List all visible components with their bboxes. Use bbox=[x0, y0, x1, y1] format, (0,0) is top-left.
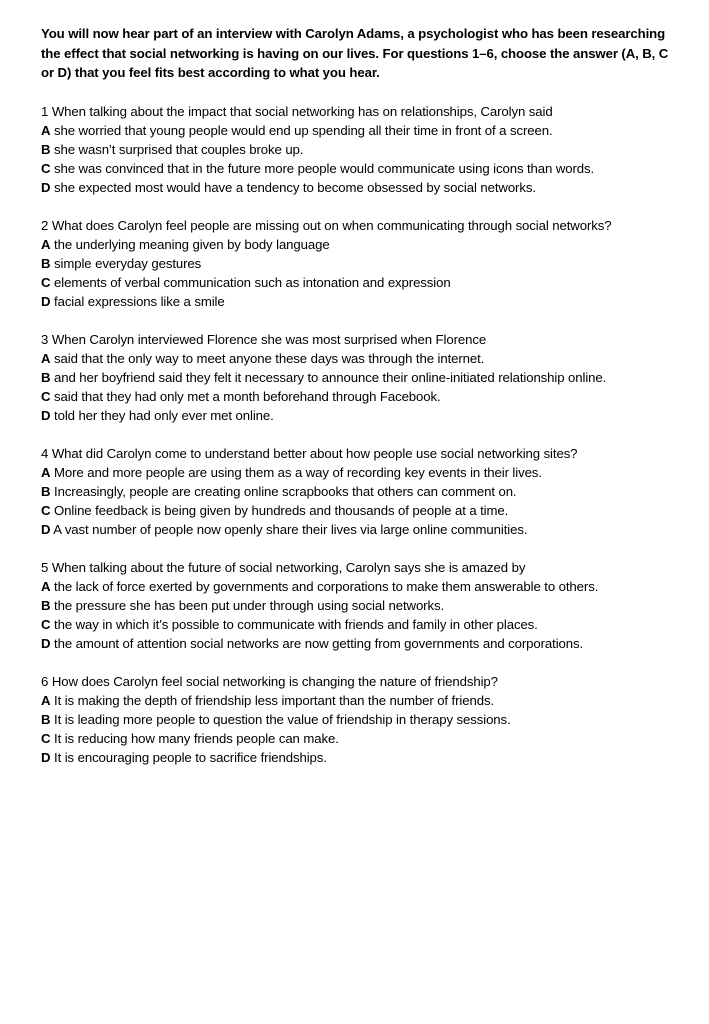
question-text: What does Carolyn feel people are missing out on when communicating through social networks? bbox=[51, 217, 612, 233]
option-text: It is making the depth of friendship less important than the number of friends. bbox=[54, 692, 495, 708]
question-stem bbox=[41, 102, 679, 121]
question-number: 1 bbox=[41, 103, 49, 119]
option-letter: B bbox=[41, 369, 51, 385]
option-letter: D bbox=[41, 407, 51, 423]
answer-option bbox=[41, 140, 679, 159]
question-block bbox=[41, 672, 679, 767]
question-block bbox=[41, 558, 679, 653]
option-text: More and more people are using them as a way of recording key events in their lives. bbox=[54, 464, 542, 480]
option-text: Online feedback is being given by hundreds and thousands of people at a time. bbox=[54, 502, 509, 518]
question-stem bbox=[41, 330, 679, 349]
question-number: 4 bbox=[41, 445, 49, 461]
option-text: the way in which it’s possible to communicate with friends and family in other places. bbox=[54, 616, 538, 632]
option-text: the lack of force exerted by governments and corporations to make them answerable to others. bbox=[54, 578, 599, 594]
question-text: When Carolyn interviewed Florence she was most surprised when Florence bbox=[51, 331, 487, 347]
option-text: Increasingly, people are creating online scrapbooks that others can comment on. bbox=[54, 483, 517, 499]
question-stem bbox=[41, 558, 679, 577]
answer-option bbox=[41, 634, 679, 653]
answer-option bbox=[41, 463, 679, 482]
answer-option bbox=[41, 254, 679, 273]
option-text: the underlying meaning given by body language bbox=[54, 236, 330, 252]
option-text: told her they had only ever met online. bbox=[54, 407, 274, 423]
option-text: said that the only way to meet anyone these days was through the internet. bbox=[54, 350, 485, 366]
option-letter: C bbox=[41, 160, 51, 176]
option-text: she was convinced that in the future more people would communicate using icons than words. bbox=[54, 160, 595, 176]
instructions: You will now hear part of an interview with Carolyn Adams, a psychologist who has been researching the effect that social networking is having on our lives. For questions 1–6, choose the answer (A, B, C or D) that you feel fits best according to what you hear. bbox=[41, 26, 669, 80]
question-stem bbox=[41, 444, 679, 463]
option-text: she expected most would have a tendency to become obsessed by social networks. bbox=[54, 179, 536, 195]
question-list bbox=[41, 102, 679, 767]
option-letter: D bbox=[41, 749, 51, 765]
question-text: When talking about the future of social networking, Carolyn says she is amazed by bbox=[51, 559, 526, 575]
option-text: she worried that young people would end up spending all their time in front of a screen. bbox=[54, 122, 553, 138]
answer-option bbox=[41, 235, 679, 254]
option-letter: D bbox=[41, 179, 51, 195]
question-number: 6 bbox=[41, 673, 49, 689]
answer-option bbox=[41, 292, 679, 311]
option-letter: C bbox=[41, 730, 51, 746]
answer-option bbox=[41, 615, 679, 634]
answer-option bbox=[41, 729, 679, 748]
answer-option bbox=[41, 387, 679, 406]
question-block bbox=[41, 330, 679, 425]
answer-option bbox=[41, 520, 679, 539]
option-text: said that they had only met a month beforehand through Facebook. bbox=[54, 388, 441, 404]
answer-option bbox=[41, 178, 679, 197]
option-letter: A bbox=[41, 692, 51, 708]
answer-option bbox=[41, 710, 679, 729]
option-letter: C bbox=[41, 502, 51, 518]
question-number: 3 bbox=[41, 331, 49, 347]
option-text: simple everyday gestures bbox=[54, 255, 202, 271]
question-text: What did Carolyn come to understand better about how people use social networking sites? bbox=[51, 445, 578, 461]
answer-option bbox=[41, 482, 679, 501]
answer-option bbox=[41, 273, 679, 292]
option-letter: A bbox=[41, 350, 51, 366]
option-text: It is reducing how many friends people can make. bbox=[54, 730, 339, 746]
option-letter: B bbox=[41, 255, 51, 271]
option-letter: A bbox=[41, 464, 51, 480]
answer-option bbox=[41, 159, 679, 178]
question-number: 2 bbox=[41, 217, 49, 233]
question-stem bbox=[41, 672, 679, 691]
question-text: How does Carolyn feel social networking is changing the nature of friendship? bbox=[51, 673, 498, 689]
option-letter: A bbox=[41, 122, 51, 138]
option-letter: B bbox=[41, 597, 51, 613]
answer-option bbox=[41, 748, 679, 767]
option-text: the pressure she has been put under through using social networks. bbox=[54, 597, 445, 613]
option-text: It is encouraging people to sacrifice friendships. bbox=[54, 749, 327, 765]
option-text: It is leading more people to question the value of friendship in therapy sessions. bbox=[54, 711, 511, 727]
question-number: 5 bbox=[41, 559, 49, 575]
question-block bbox=[41, 102, 679, 197]
option-letter: D bbox=[41, 293, 51, 309]
option-letter: B bbox=[41, 483, 51, 499]
question-block bbox=[41, 216, 679, 311]
answer-option bbox=[41, 368, 679, 387]
answer-option bbox=[41, 691, 679, 710]
option-letter: A bbox=[41, 236, 51, 252]
answer-option bbox=[41, 577, 679, 596]
option-text: and her boyfriend said they felt it necessary to announce their online-initiated relationship online. bbox=[54, 369, 607, 385]
option-text: she wasn’t surprised that couples broke up. bbox=[54, 141, 304, 157]
answer-option bbox=[41, 596, 679, 615]
option-letter: B bbox=[41, 141, 51, 157]
answer-option bbox=[41, 349, 679, 368]
option-letter: D bbox=[41, 635, 51, 651]
option-letter: D bbox=[41, 521, 51, 537]
option-text: facial expressions like a smile bbox=[54, 293, 225, 309]
option-letter: C bbox=[41, 616, 51, 632]
option-letter: C bbox=[41, 388, 51, 404]
question-text: When talking about the impact that social networking has on relationships, Carolyn said bbox=[51, 103, 553, 119]
answer-option bbox=[41, 121, 679, 140]
option-letter: A bbox=[41, 578, 51, 594]
answer-option bbox=[41, 406, 679, 425]
option-text: the amount of attention social networks are now getting from governments and corporations. bbox=[54, 635, 584, 651]
question-stem bbox=[41, 216, 679, 235]
option-text: elements of verbal communication such as intonation and expression bbox=[54, 274, 451, 290]
option-letter: C bbox=[41, 274, 51, 290]
option-text: A vast number of people now openly share their lives via large online communities. bbox=[53, 521, 528, 537]
question-block bbox=[41, 444, 679, 539]
answer-option bbox=[41, 501, 679, 520]
option-letter: B bbox=[41, 711, 51, 727]
